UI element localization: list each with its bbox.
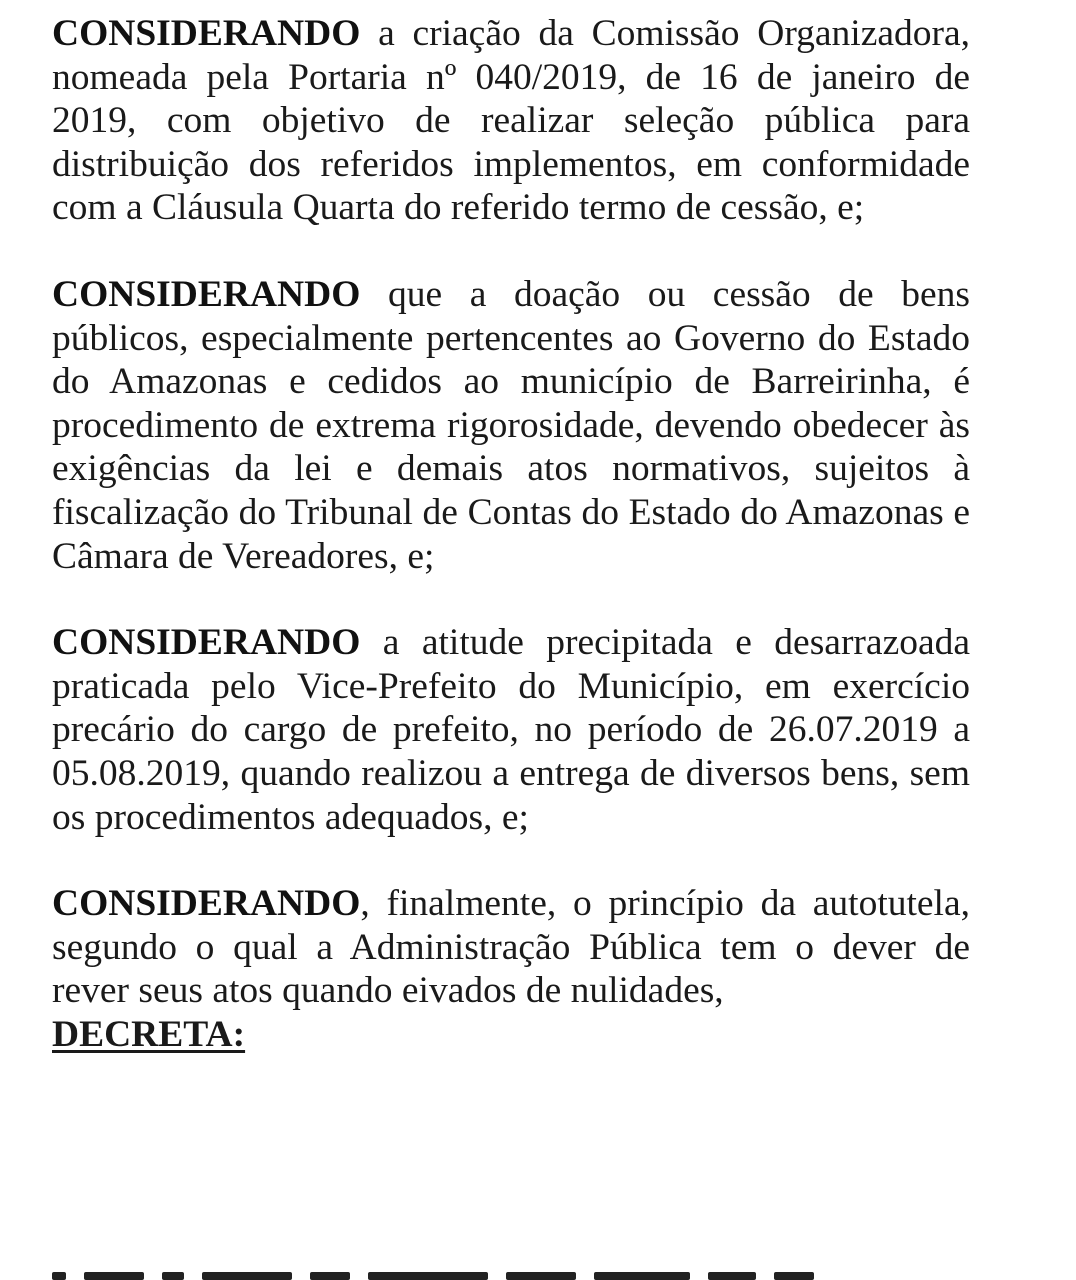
- paragraph-text: que a doação ou cessão de bens públicos, especialmente pertencentes ao Governo do Estado do Amazonas e cedidos ao município de Barreirinha, é procedimento de extrema rigorosidade, devendo obedecer às exigências da lei e demais atos normativos, sujeitos à fiscalização do Tribunal de Contas do Estado do Amazonas e Câmara de Vereadores, e;: [52, 273, 970, 577]
- paragraph-text: , finalmente, o princípio da autotutela, segundo o qual a Administração Pública tem o dever de rever seus atos quando eivados de nulidades,: [52, 883, 970, 1012]
- paragraph-keyword: CONSIDERANDO: [52, 622, 361, 664]
- paragraph-considerando-1: [52, 12, 970, 230]
- paragraph-considerando-2: [52, 273, 970, 578]
- paragraph-text: a criação da Comissão Organizadora, nomeada pela Portaria nº 040/2019, de 16 de janeiro de 2019, com objetivo de realizar seleção pública para distribuição dos referidos implementos, em conformidade com a Cláusula Quarta do referido termo de cessão, e;: [52, 13, 970, 229]
- decreta-heading: DECRETA:: [52, 1013, 246, 1055]
- paragraph-keyword: CONSIDERANDO: [52, 883, 361, 925]
- paragraph-considerando-3: [52, 621, 970, 839]
- paragraph-considerando-4: [52, 882, 970, 1013]
- document-page: [52, 12, 970, 1056]
- paragraph-text: a atitude precipitada e desarrazoada praticada pelo Vice-Prefeito do Município, em exercício precário do cargo de prefeito, no período de 26.07.2019 a 05.08.2019, quando realizou a entrega de diversos bens, sem os procedimentos adequados, e;: [52, 622, 970, 838]
- paragraph-keyword: CONSIDERANDO: [52, 13, 361, 54]
- paragraph-keyword: CONSIDERANDO: [52, 273, 361, 315]
- cut-off-next-line: [52, 1272, 970, 1280]
